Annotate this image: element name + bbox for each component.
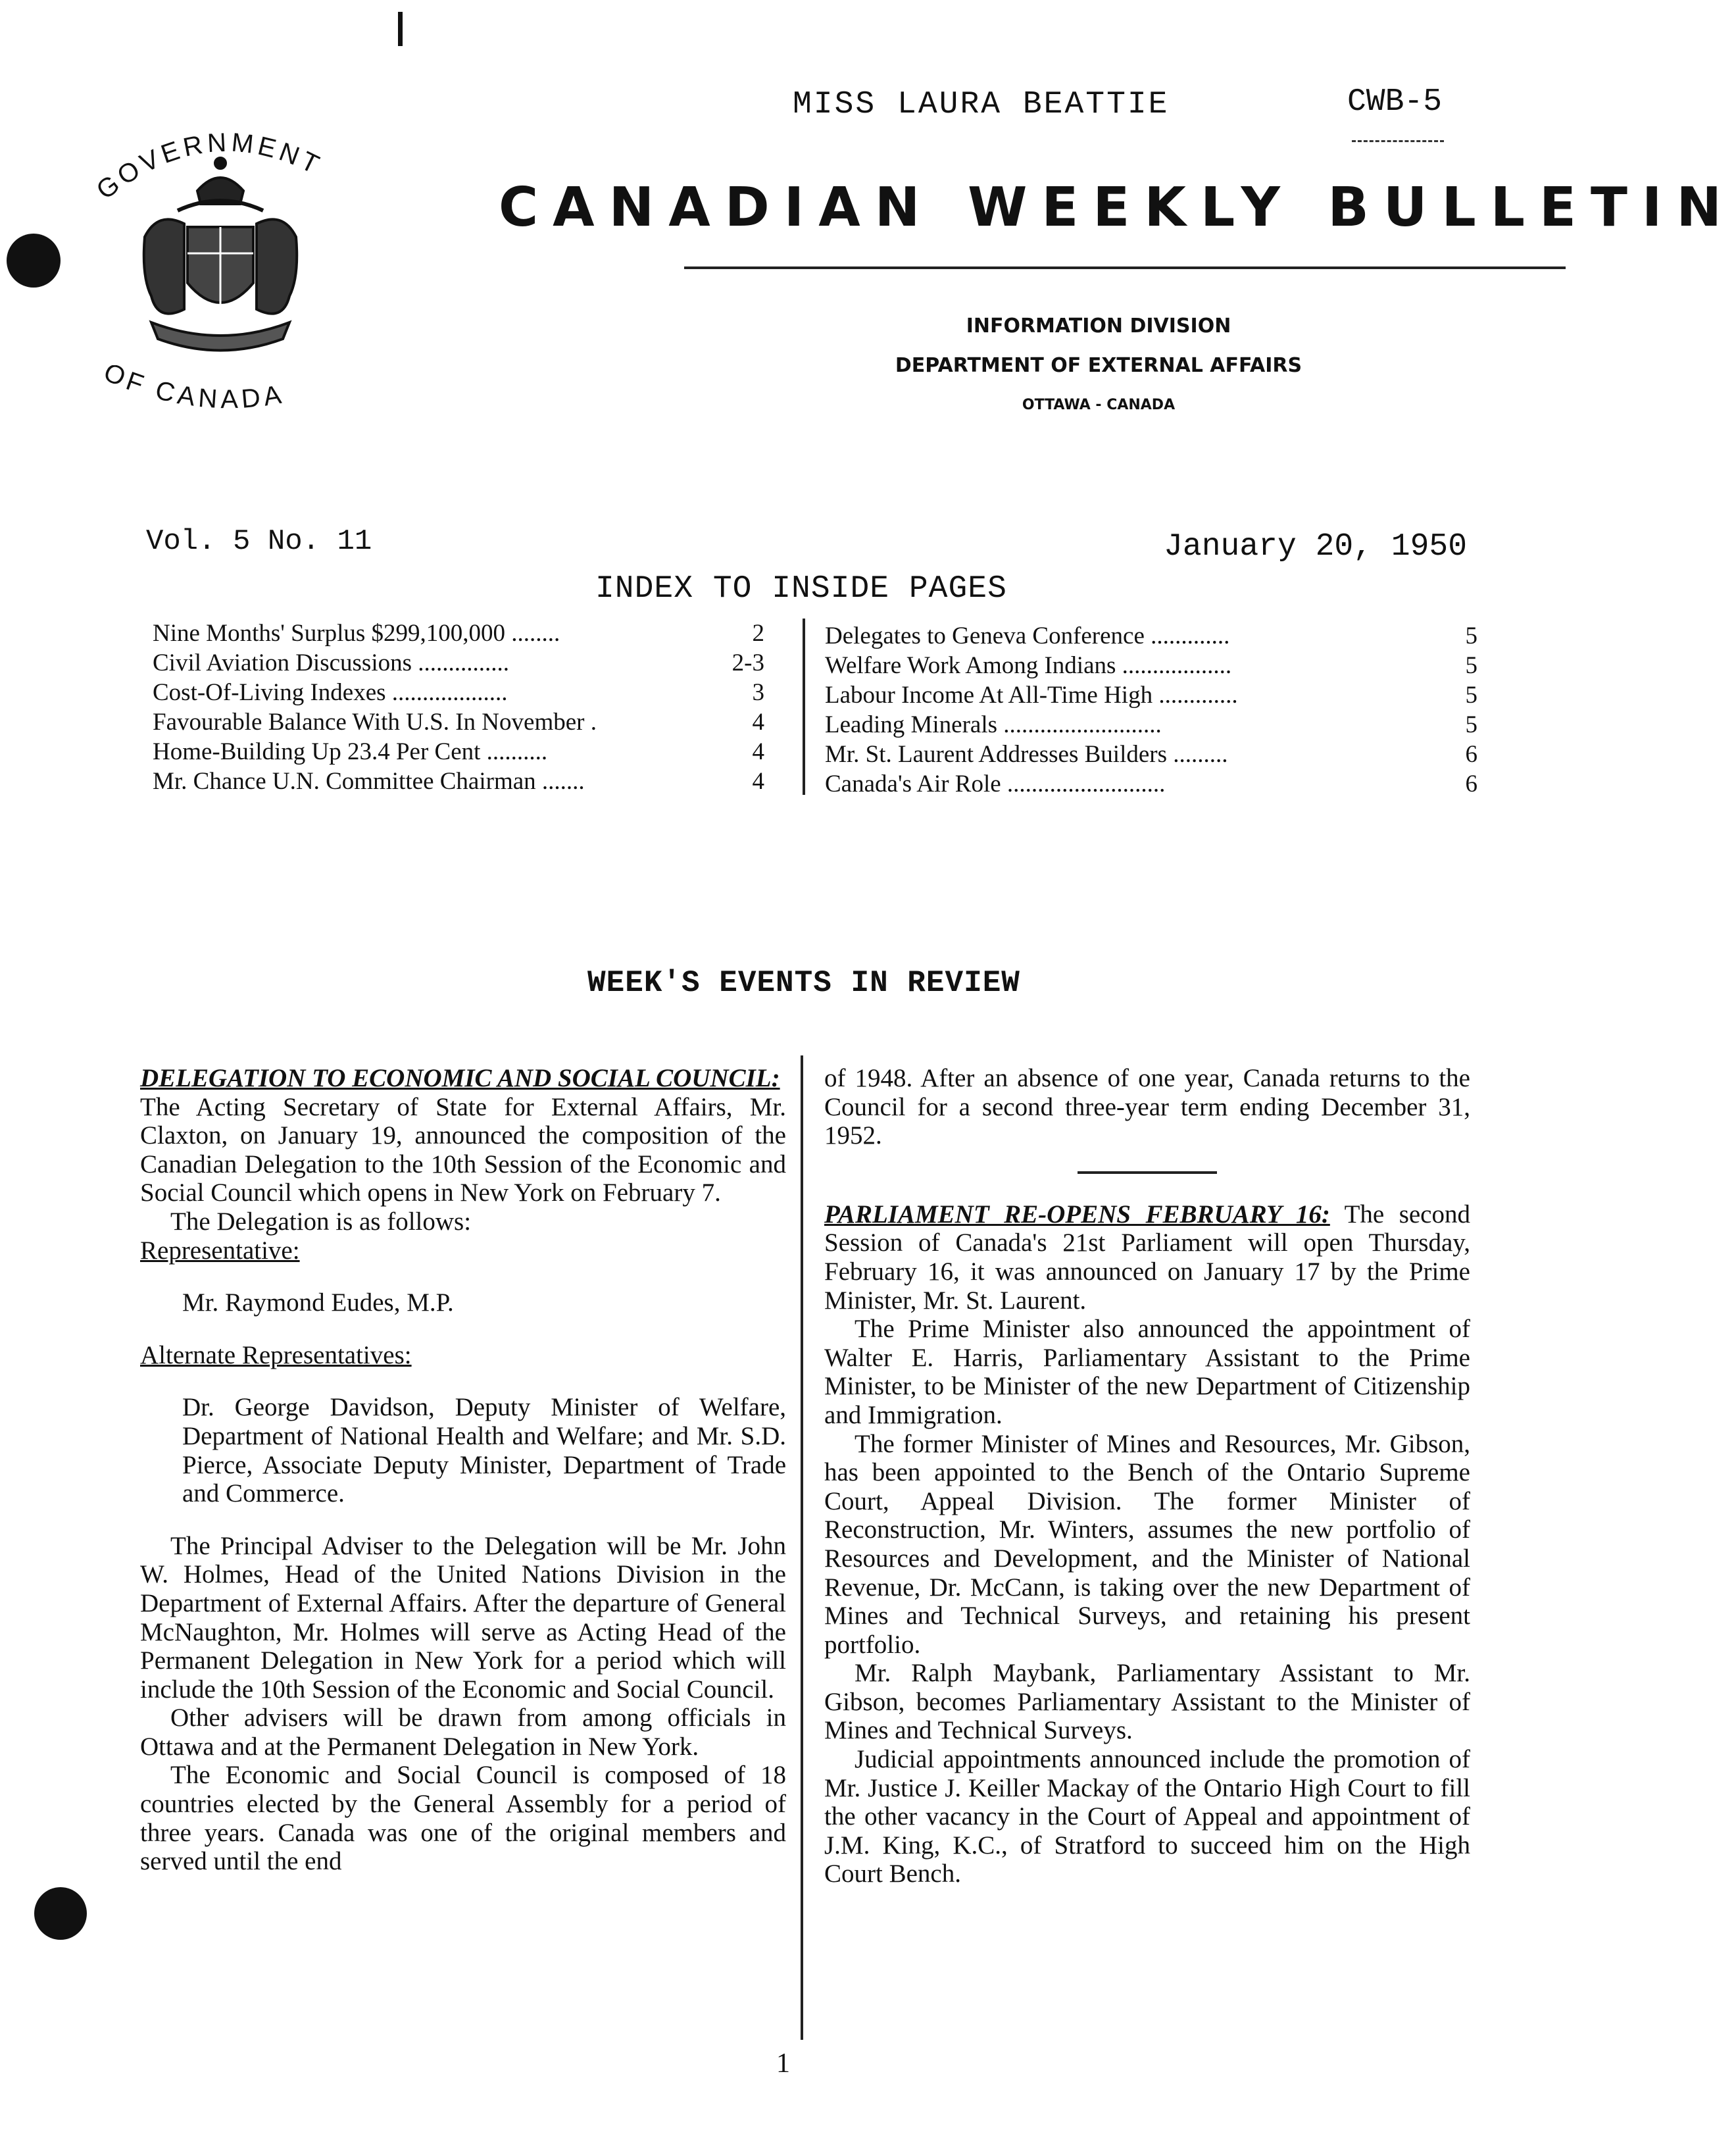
seal-arc-text-top — [92, 122, 368, 227]
representative-name: Mr. Raymond Eudes, M.P. — [182, 1288, 454, 1317]
index-right-column — [825, 621, 1477, 799]
paragraph: The Principal Adviser to the Delegation will be Mr. John W. Holmes, Head of the United Nations Division in the Department of External Affairs. After the departure of General McNaughton, Mr. Holmes will serve as Acting Head of the Permanent Delegation in New York for a period which will include the 10th Session of the Economic and Social Council. — [140, 1531, 786, 1704]
index-divider — [803, 619, 805, 795]
paragraph: Judicial appointments announced include the promotion of Mr. Justice J. Keiller Mackay of the Ontario High Court to fill the other vacancy in the Court of Appeal and appointment of J.M. King, K.C., of Stratford to succeed him on the High Court Bench. — [824, 1745, 1470, 1888]
paragraph: The Economic and Social Council is composed of 18 countries elected by the General Assembly for a period of three years. Canada was one of the original members and served until the end — [140, 1761, 786, 1876]
location: OTTAWA - CANADA — [1022, 397, 1176, 413]
punch-hole-top — [7, 234, 61, 288]
masthead-title: CANADIAN WEEKLY BULLETIN — [499, 176, 1736, 239]
representative-label: Representative: — [140, 1236, 300, 1265]
paragraph: Mr. Ralph Maybank, Parliamentary Assistant to Mr. Gibson, becomes Parliamentary Assistant to the Minister of Mines and Technical Surveys. — [824, 1659, 1470, 1745]
paragraph: The Delegation is as follows: — [170, 1207, 472, 1236]
paragraph: The Acting Secretary of State for External Affairs, Mr. Claxton, on January 19, announced the composition of the Canadian Delegation to the 10th Session of the Economic and Social Council which opens in New York on February 7. — [140, 1092, 786, 1207]
alternate-label: Alternate Representatives: — [140, 1340, 412, 1369]
column-divider — [801, 1055, 803, 2040]
index-left-column — [153, 619, 764, 796]
bulletin-code: CWB-5 — [1347, 84, 1443, 120]
svg-text:GOVERNMENT: GOVERNMENT — [92, 128, 327, 205]
owner-stamp: MISS LAURA BEATTIE — [793, 87, 1170, 122]
index-title: INDEX TO INSIDE PAGES — [595, 571, 1007, 607]
issue-date: January 20, 1950 — [1164, 529, 1467, 565]
article-heading: DELEGATION TO ECONOMIC AND SOCIAL COUNCIL: — [140, 1064, 780, 1092]
index-entry[interactable]: Delegates to Geneva Conference ............. 5 — [825, 622, 1477, 649]
division-name: INFORMATION DIVISION — [966, 315, 1231, 338]
paragraph: The Prime Minister also announced the appointment of Walter E. Harris, Parliamentary Assistant to the Prime Minister, to be Minister of the new Department of Citizenship and Immigration. — [824, 1315, 1470, 1429]
index-entry[interactable]: Nine Months' Surplus $299,100,000 ........ 2 — [153, 620, 764, 647]
index-entry[interactable]: Canada's Air Role .......................... 6 — [825, 771, 1477, 798]
svg-text:OF CANADA: OF CANADA — [99, 365, 287, 415]
masthead-rule — [684, 266, 1566, 269]
code-underline — [1352, 140, 1444, 142]
index-entry[interactable]: Leading Minerals .......................... 5 — [825, 711, 1477, 738]
index-entry[interactable]: Welfare Work Among Indians .................. 5 — [825, 652, 1477, 679]
index-entry[interactable]: Labour Income At All-Time High ............. 5 — [825, 682, 1477, 709]
seal-arc-text-bottom — [95, 365, 372, 441]
alternate-names: Dr. George Davidson, Deputy Minister of Welfare, Department of National Health and Welfare; and Mr. S.D. Pierce, Associate Deputy Minister, Department of Trade and Commerce. — [182, 1393, 786, 1508]
section-title: WEEK'S EVENTS IN REVIEW — [587, 966, 1020, 1000]
index-entry[interactable]: Cost-Of-Living Indexes ................... 3 — [153, 679, 764, 706]
article-first-paragraph: PARLIAMENT RE-OPENS FEBRUARY 16: The second Session of Canada's 21st Parliament will open Thursday, February 16, it was announced on January 17 by the Prime Minister, Mr. St. Laurent. — [824, 1200, 1470, 1315]
index-entry[interactable]: Mr. Chance U.N. Committee Chairman ....... 4 — [153, 768, 764, 795]
paragraph: The former Minister of Mines and Resources, Mr. Gibson, has been appointed to the Bench of the Ontario Supreme Court, Appeal Division. The former Minister of Reconstruction, Mr. Winters, assumes the new portfolio of Resources and Development, and the Minister of National Revenue, Dr. McCann, is taking over the new Department of Mines and Technical Surveys, and retaining his present portfolio. — [824, 1429, 1470, 1659]
scan-mark — [398, 12, 403, 46]
article-heading: PARLIAMENT RE-OPENS FEBRUARY 16: — [824, 1200, 1330, 1228]
article-separator — [1078, 1171, 1217, 1174]
volume-number: Vol. 5 No. 11 — [146, 525, 372, 558]
index-entry[interactable]: Civil Aviation Discussions ............... 2-3 — [153, 649, 764, 676]
index-entry[interactable]: Favourable Balance With U.S. In November . 4 — [153, 709, 764, 736]
page-number: 1 — [776, 2048, 790, 2079]
index-entry[interactable]: Mr. St. Laurent Addresses Builders ......... 6 — [825, 741, 1477, 768]
article-column-right — [824, 1064, 1470, 1888]
paragraph: of 1948. After an absence of one year, Canada returns to the Council for a second three-year term ending December 31, 1952. — [824, 1064, 1470, 1150]
punch-hole-bottom — [34, 1887, 87, 1940]
article-column-left — [140, 1064, 786, 1876]
index-entry[interactable]: Home-Building Up 23.4 Per Cent .......... 4 — [153, 738, 764, 765]
paragraph: Other advisers will be drawn from among officials in Ottawa and at the Permanent Delegation in New York. — [140, 1704, 786, 1761]
department-name: DEPARTMENT OF EXTERNAL AFFAIRS — [895, 354, 1302, 377]
